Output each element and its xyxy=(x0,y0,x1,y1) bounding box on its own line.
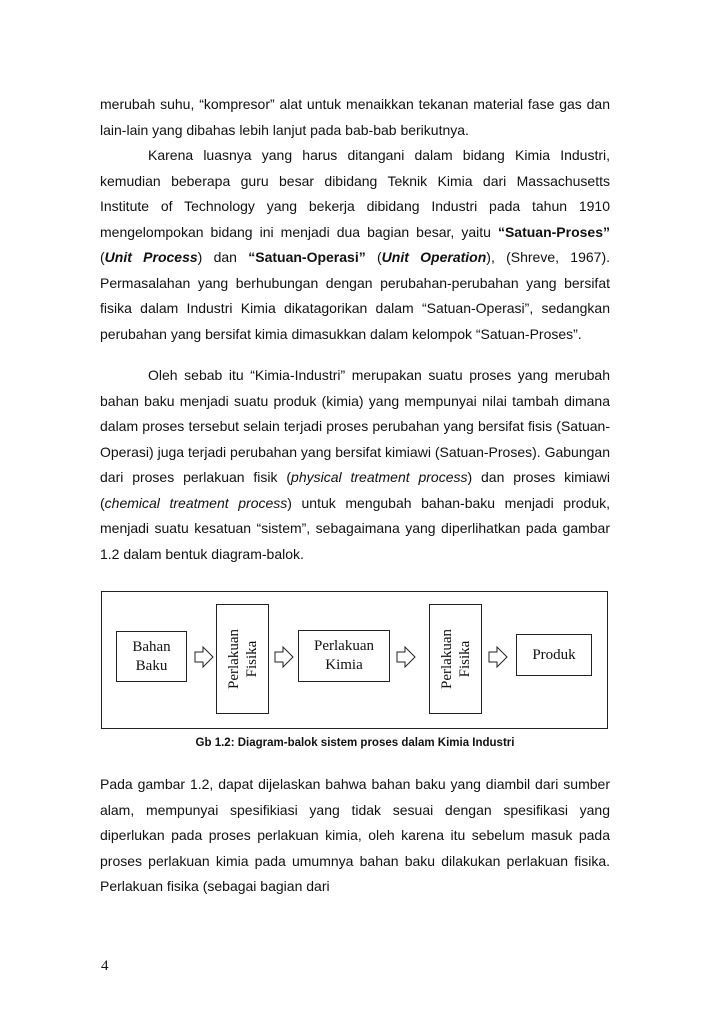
arrow-icon xyxy=(488,646,508,668)
term-unit-operation: Unit Operation xyxy=(381,249,487,265)
p3-text-3: ) untuk mengubah bahan-baku menjadi produk, menjadi suatu kesatuan “sistem”, sebagaimana yang diperlihatkan pada gambar 1.2 dalam bentuk diagram-balok. xyxy=(100,494,610,562)
paragraph-1: merubah suhu, “kompresor” alat untuk menaikkan tekanan material fase gas dan lain-lain yang dibahas lebih lanjut pada bab-bab berikutnya. xyxy=(100,96,610,138)
box-bahan-baku: Bahan Baku xyxy=(116,631,187,682)
paragraph-2 xyxy=(100,143,610,347)
box-perlakuan-fisika-1 xyxy=(216,604,269,714)
term-satuan-operasi: “Satuan-Operasi” xyxy=(248,249,366,265)
p2-text-3: ) dan xyxy=(197,249,249,265)
arrow-icon xyxy=(194,646,214,668)
page-number: 4 xyxy=(101,958,109,974)
paragraph-4: Pada gambar 1.2, dapat dijelaskan bahwa bahan baku yang diambil dari sumber alam, mempunyai spesifikiasi yang tidak sesuai dengan spesifikasi yang diperlukan pada proses perlakuan kimia, oleh karena itu sebelum masuk pada proses perlakuan kimia pada umumnya bahan baku dilakukan perlakuan fisika. Perlakuan fisika (sebagai bagian dari xyxy=(100,776,610,894)
term-satuan-proses: “Satuan-Proses” xyxy=(497,223,610,240)
label-perlakuan-fisika-2: Perlakuan Fisika xyxy=(438,629,473,689)
figure-caption: Gb 1.2: Diagram-balok sistem proses dalam Kimia Industri xyxy=(195,737,515,749)
p3-text-2: ) dan proses kimiawi ( xyxy=(100,469,610,511)
paragraph-3 xyxy=(100,363,610,567)
box-perlakuan-kimia: Perlakuan Kimia xyxy=(298,630,390,682)
term-chemical-treatment: chemical treatment process xyxy=(104,494,288,511)
arrow-icon xyxy=(274,646,294,668)
p2-text-4: ( xyxy=(365,249,382,265)
p3-text-1: Oleh sebab itu “Kimia-Industri” merupakan suatu proses yang merubah bahan baku menjadi suatu produk (kimia) yang mempunyai nilai tambah dimana dalam proses tersebut selain terjadi proses perubahan yang bersifat fisis (Satuan-Operasi) juga terjadi perubahan yang bersifat kimiawi (Satuan-Proses). Gabungan dari proses perlakuan fisik ( xyxy=(100,367,610,485)
body-text-bottom xyxy=(100,772,610,900)
p2-text-2: ( xyxy=(100,249,105,265)
box-produk: Produk xyxy=(516,634,592,676)
block-diagram xyxy=(101,591,608,729)
box-perlakuan-fisika-2 xyxy=(429,604,482,714)
p2-text-1: Karena luasnya yang harus ditangani dalam bidang Kimia Industri, kemudian beberapa guru besar dibidang Teknik Kimia dari Massachusetts Institute of Technology yang bekerja dibidang Industri pada tahun 1910 mengelompokan bidang ini menjadi dua bagian besar, yaitu xyxy=(100,147,610,240)
term-physical-treatment: physical treatment process xyxy=(291,469,468,485)
arrow-icon xyxy=(396,646,416,668)
body-text-top xyxy=(100,92,610,567)
label-perlakuan-fisika-1: Perlakuan Fisika xyxy=(225,629,260,689)
p2-text-5: ), (Shreve, 1967). Permasalahan yang berhubungan dengan perubahan-perubahan yang bersifat fisika dalam Industri Kimia dikatagorikan dalam “Satuan-Operasi”, sedangkan perubahan yang bersifat kimia dimasukkan dalam kelompok “Satuan-Proses”. xyxy=(100,249,610,342)
term-unit-process: Unit Process xyxy=(104,249,198,265)
